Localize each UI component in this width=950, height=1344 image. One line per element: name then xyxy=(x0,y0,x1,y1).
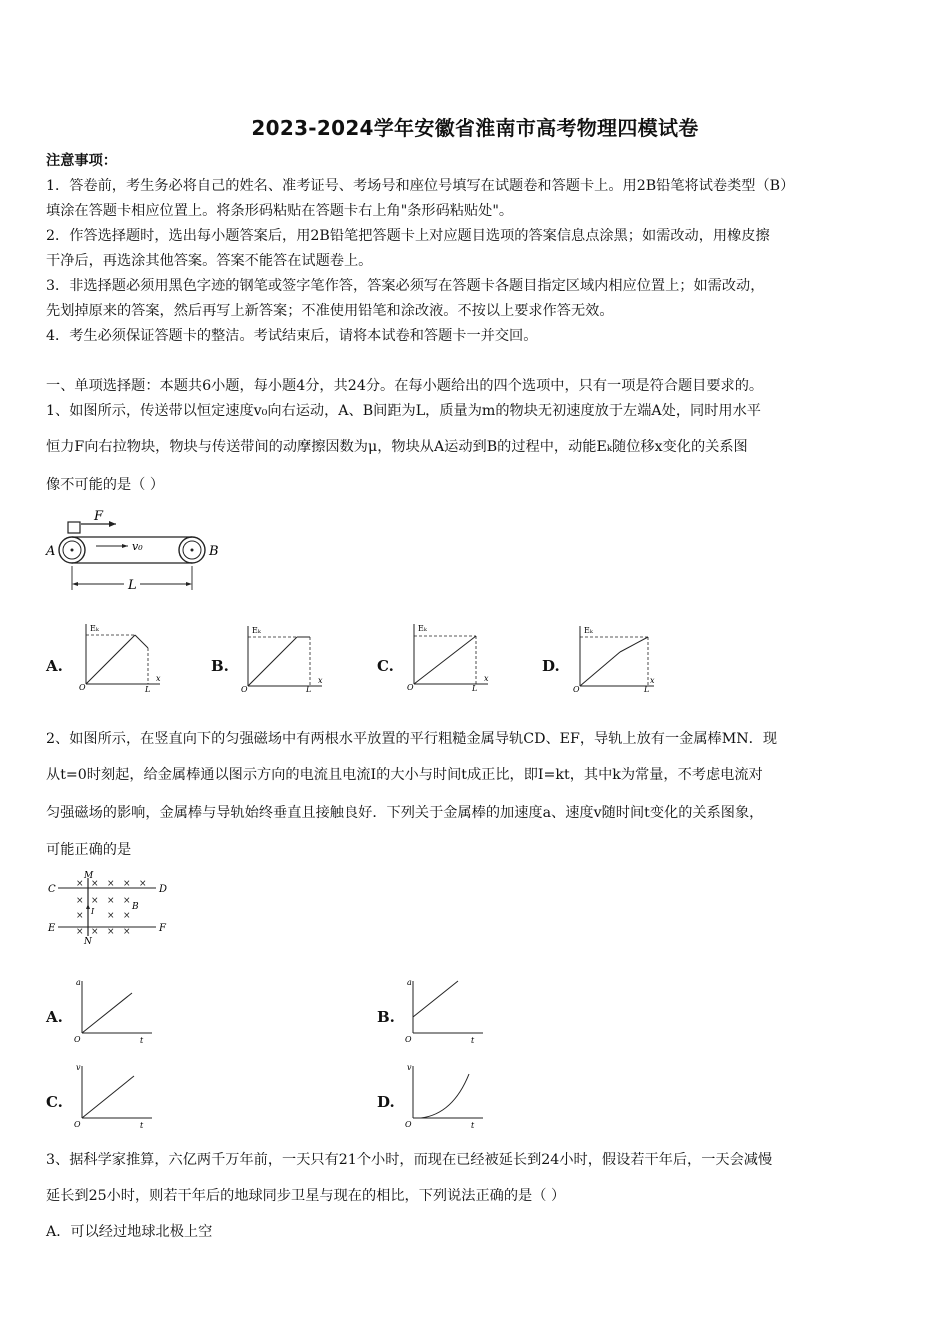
svg-text:Eₖ: Eₖ xyxy=(584,626,593,635)
svg-text:×: × xyxy=(123,879,131,889)
svg-text:×: × xyxy=(76,896,84,906)
svg-text:a: a xyxy=(76,978,81,987)
svg-text:N: N xyxy=(84,937,92,947)
svg-text:L: L xyxy=(306,685,312,692)
svg-text:a: a xyxy=(407,978,412,987)
notice-line: 1．答卷前，考生务必将自己的姓名、准考证号、考场号和座位号填写在试题卷和答题卡上。用2B铅笔将试卷类型（B） xyxy=(46,178,795,194)
svg-text:O: O xyxy=(241,685,248,692)
q2-option-d-label: D. xyxy=(377,1093,395,1111)
svg-text:O: O xyxy=(405,1035,412,1044)
svg-text:×: × xyxy=(107,896,115,906)
q1-graph-a xyxy=(78,620,168,692)
svg-text:M: M xyxy=(84,871,94,881)
magnetic-field-rails-figure xyxy=(46,870,176,950)
svg-text:×: × xyxy=(91,896,99,906)
svg-text:D: D xyxy=(159,884,168,895)
q1-graph-d xyxy=(572,620,662,692)
q1-graph-c xyxy=(406,620,496,692)
svg-text:I: I xyxy=(91,907,95,916)
q1-option-b-label: B. xyxy=(211,657,229,675)
length-label: L xyxy=(128,578,137,593)
page-title: 2023-2024学年安徽省淮南市高考物理四模试卷 xyxy=(251,116,699,140)
q2-text: 从t=0时刻起，给金属棒通以图示方向的电流且电流I的大小与时间t成正比，即I=kt，其中k为常量，不考虑电流对 xyxy=(46,767,763,783)
notice-line: 填涂在答题卡相应位置上。将条形码粘贴在答题卡右上角"条形码粘贴处"。 xyxy=(46,203,514,219)
svg-text:O: O xyxy=(74,1035,81,1044)
svg-text:F: F xyxy=(159,923,166,934)
svg-text:Eₖ: Eₖ xyxy=(252,626,261,635)
q1-option-d-label: D. xyxy=(542,657,560,675)
svg-text:×: × xyxy=(107,879,115,889)
q2-text: 2、如图所示，在竖直向下的匀强磁场中有两根水平放置的平行粗糙金属导轨CD、EF，导轨上放有一金属棒MN．现 xyxy=(46,731,778,747)
svg-text:×: × xyxy=(123,927,131,937)
end-a-label: A xyxy=(46,544,56,559)
svg-text:v: v xyxy=(407,1063,412,1072)
svg-text:x: x xyxy=(650,676,655,685)
notice-line: 2．作答选择题时，选出每小题答案后，用2B铅笔把答题卡上对应题目选项的答案信息点涂黑；如需改动，用橡皮擦 xyxy=(46,228,770,244)
q2-option-b-label: B. xyxy=(377,1008,395,1026)
svg-text:x: x xyxy=(484,674,489,683)
velocity-label: v₀ xyxy=(132,540,143,553)
svg-text:×: × xyxy=(76,879,84,889)
svg-text:×: × xyxy=(91,879,99,889)
svg-text:L: L xyxy=(644,685,650,692)
q2-graph-c xyxy=(72,1060,157,1130)
q2-option-a-label: A. xyxy=(46,1008,63,1026)
svg-text:t: t xyxy=(140,1036,144,1045)
svg-text:×: × xyxy=(76,911,84,921)
q2-text: 匀强磁场的影响，金属棒与导轨始终垂直且接触良好．下列关于金属棒的加速度a、速度v随时间t变化的关系图象， xyxy=(46,805,764,821)
q1-option-c-label: C. xyxy=(377,657,394,675)
svg-text:C: C xyxy=(48,884,56,895)
svg-text:×: × xyxy=(123,896,131,906)
svg-text:O: O xyxy=(79,683,86,692)
force-label: F xyxy=(94,509,104,524)
svg-text:v: v xyxy=(76,1063,81,1072)
end-b-label: B xyxy=(209,544,219,559)
notice-heading: 注意事项： xyxy=(46,153,117,169)
q3-text: 延长到25小时，则若干年后的地球同步卫星与现在的相比，下列说法正确的是（ ） xyxy=(46,1188,566,1204)
q1-text: 恒力F向右拉物块，物块与传送带间的动摩擦因数为μ，物块从A运动到B的过程中，动能Eₖ随位移x变化的关系图 xyxy=(46,439,748,455)
conveyor-belt-figure xyxy=(44,508,234,600)
q3-text: 3、据科学家推算，六亿两千万年前，一天只有21个小时，而现在已经被延长到24小时，假设若干年后，一天会减慢 xyxy=(46,1152,773,1168)
svg-text:×: × xyxy=(107,927,115,937)
q2-option-c-label: C. xyxy=(46,1093,63,1111)
q1-option-a-label: A. xyxy=(46,657,63,675)
q2-graph-d xyxy=(403,1060,488,1130)
svg-text:O: O xyxy=(405,1120,412,1129)
svg-text:B: B xyxy=(132,902,139,912)
q1-text: 1、如图所示，传送带以恒定速度v₀向右运动，A、B间距为L，质量为m的物块无初速度放于左端A处，同时用水平 xyxy=(46,403,761,419)
svg-text:O: O xyxy=(407,683,414,692)
svg-text:L: L xyxy=(472,684,478,692)
svg-text:E: E xyxy=(48,923,56,934)
svg-text:O: O xyxy=(74,1120,81,1129)
q3-option-a: A．可以经过地球北极上空 xyxy=(46,1224,213,1240)
q2-text: 可能正确的是 xyxy=(46,842,132,858)
svg-text:Eₖ: Eₖ xyxy=(418,624,427,633)
svg-text:×: × xyxy=(139,879,147,889)
notice-line: 干净后，再选涂其他答案。答案不能答在试题卷上。 xyxy=(46,253,373,269)
notice-line: 3．非选择题必须用黑色字迹的钢笔或签字笔作答，答案必须写在答题卡各题目指定区域内相应位置上；如需改动， xyxy=(46,278,765,294)
q2-graph-b xyxy=(403,975,488,1045)
svg-text:O: O xyxy=(573,685,580,692)
svg-text:t: t xyxy=(471,1121,475,1130)
svg-text:×: × xyxy=(91,927,99,937)
svg-text:x: x xyxy=(156,674,161,683)
svg-text:x: x xyxy=(318,676,323,685)
svg-text:×: × xyxy=(76,927,84,937)
q2-graph-a xyxy=(72,975,157,1045)
svg-text:t: t xyxy=(471,1036,475,1045)
notice-line: 先划掉原来的答案，然后再写上新答案；不准使用铅笔和涂改液。不按以上要求作答无效。 xyxy=(46,303,614,319)
svg-text:×: × xyxy=(107,911,115,921)
q1-text: 像不可能的是（ ） xyxy=(46,477,165,493)
notice-line: 4．考生必须保证答题卡的整洁。考试结束后，请将本试卷和答题卡一并交回。 xyxy=(46,328,538,344)
svg-text:L: L xyxy=(145,685,151,692)
svg-text:×: × xyxy=(123,911,131,921)
section-heading: 一、单项选择题：本题共6小题，每小题4分，共24分。在每小题给出的四个选项中，只有一项是符合题目要求的。 xyxy=(46,378,764,394)
svg-text:Eₖ: Eₖ xyxy=(90,624,99,633)
svg-text:t: t xyxy=(140,1121,144,1130)
q1-graph-b xyxy=(240,620,330,692)
